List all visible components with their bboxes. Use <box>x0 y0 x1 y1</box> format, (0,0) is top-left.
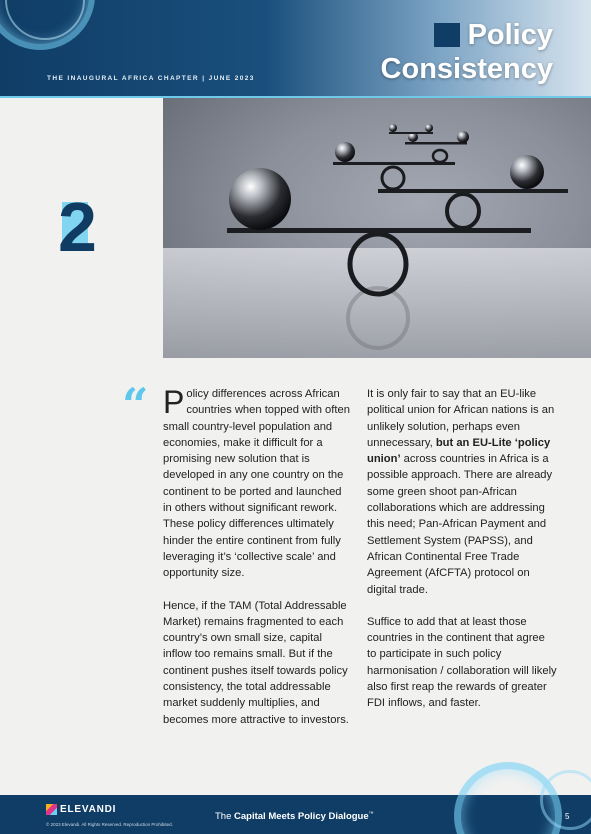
section-number: 2 <box>58 188 97 266</box>
logo-text: ELEVANDI <box>60 804 117 815</box>
title-line-2: Consistency <box>380 53 553 85</box>
decorative-ring-icon <box>540 770 591 830</box>
title-square-icon <box>434 23 460 47</box>
header-banner <box>0 0 591 97</box>
title-line-1: Policy <box>467 19 553 51</box>
footer-title: The Capital Meets Policy Dialogue™ <box>215 811 374 823</box>
logo-mark-icon <box>46 804 57 815</box>
balance-spheres-photo <box>163 98 591 358</box>
drop-cap: P <box>163 384 185 420</box>
right-paragraph-2: Suffice to add that at least those countries in the continent that agree to participate in such policy harmonisation / collaboration will likely also first reap the rewards of greater FDI inflows, and faster. <box>367 615 557 710</box>
elevandi-logo <box>46 804 116 815</box>
left-column <box>163 386 353 744</box>
emphasis-policy-union: but an EU-Lite ‘policy union’ <box>367 436 551 466</box>
page-title <box>381 18 553 86</box>
left-paragraph-1: Policy differences across African countries when topped with often small country-level population and economies, make it difficult for a promising new solution that is developed in any one country on the continent to be ported and launched in others without significant rework. These policy differences ultimately hinder the entire continent from fully leveraging it’s ‘collective scale’ and opportunity size. <box>163 384 350 580</box>
quote-mark-icon: “ <box>122 378 149 432</box>
report-subtitle: THE INAUGURAL AFRICA CHAPTER | JUNE 2023 <box>47 75 255 82</box>
right-column <box>367 386 557 728</box>
left-paragraph-2: Hence, if the TAM (Total Addressable Market) remains fragmented to each country’s own small size, capital inflow too remains small. But if the continent pushes itself towards policy consistency, the total addressable market suddenly multiplies, and becomes more attractive to investors. <box>163 599 349 726</box>
right-paragraph-1: It is only fair to say that an EU-like political union for African nations is an unlikely solution, perhaps even unnecessary, but an EU-Lite ‘policy union’ across countries in Africa is a possible approach. There are already some green shoot pan-African collaborations which are addressing this need; Pan-African Payment and Settlement System (PAPSS), and African Continental Free Trade Agreement (AfCFTA) protocol on digital trade. <box>367 388 555 596</box>
balance-illustration <box>163 98 591 358</box>
copyright-notice: © 2023 Elevandi. All Rights Reserved. Reproduction Prohibited. <box>46 822 173 827</box>
page-number: 5 <box>565 812 570 821</box>
